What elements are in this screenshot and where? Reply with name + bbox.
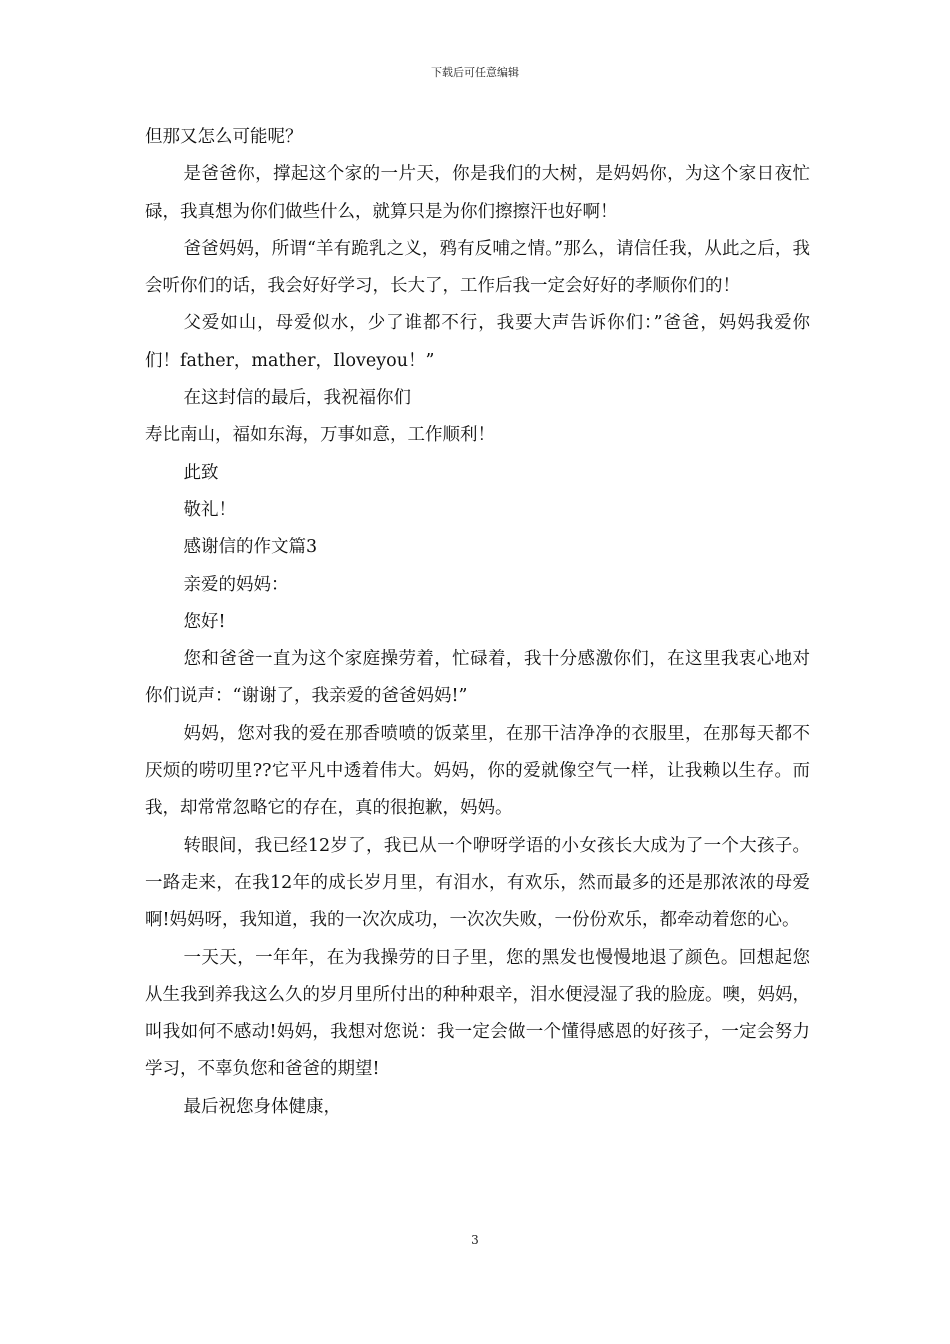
paragraph-3: 爸爸妈妈，所谓“羊有跪乳之义，鸦有反哺之情。”那么，请信任我，从此之后，我会听你们的话，我会好好学习，长大了，工作后我一定会好好的孝顺你们的！ — [145, 238, 810, 297]
document-body — [145, 119, 810, 1126]
paragraph-2: 是爸爸你，撑起这个家的一片天，你是我们的大树，是妈妈你，为这个家日夜忙碌，我真想为你们做些什么，就算只是为你们擦擦汗也好啊！ — [145, 164, 810, 222]
paragraph-4: 父爱如山，母爱似水，少了谁都不行，我要大声告诉你们：”爸爸，妈妈我爱你们！father，mather，Iloveyou！” — [145, 313, 810, 371]
paragraph-15: 一天天，一年年，在为我操劳的日子里，您的黑发也慢慢地退了颜色。回想起您从生我到养我这么久的岁月里所付出的种种艰辛，泪水便浸湿了我的脸庞。噢，妈妈，叫我如何不感动!妈妈，我想对您说：我一定会做一个懂得感恩的好孩子，一定会努力学习，不辜负您和爸爸的期望! — [145, 947, 810, 1080]
greeting: 您好! — [183, 611, 226, 632]
paragraph-13: 妈妈，您对我的爱在那香喷喷的饭菜里，在那干洁净净的衣服里，在那每天都不厌烦的唠叨里??它平凡中透着伟大。妈妈，你的爱就像空气一样，让我赖以生存。而我，却常常忽略它的存在，真的很抱歉，妈妈。 — [145, 723, 810, 819]
paragraph-5: 在这封信的最后，我祝福你们 — [183, 388, 411, 409]
paragraph-1: 但那又怎么可能呢？ — [145, 127, 303, 147]
paragraph-8: 敬礼！ — [183, 499, 236, 520]
paragraph-16: 最后祝您身体健康， — [183, 1096, 341, 1117]
paragraph-7: 此致 — [183, 462, 219, 483]
salutation: 亲爱的妈妈： — [183, 574, 289, 595]
paragraph-14: 转眼间，我已经12岁了，我已从一个咿呀学语的小女孩长大成为了一个大孩子。一路走来，在我12年的成长岁月里，有泪水，有欢乐，然而最多的还是那浓浓的母爱啊!妈妈呀，我知道，我的一次次成功，一次次失败，一份份欢乐，都牵动着您的心。 — [145, 835, 810, 931]
section-heading: 感谢信的作文篇3 — [183, 537, 318, 558]
page-number: 3 — [471, 1233, 479, 1247]
paragraph-6: 寿比南山，福如东海，万事如意，工作顺利！ — [145, 425, 495, 446]
page-header: 下载后可任意编辑 — [431, 66, 519, 79]
paragraph-12: 您和爸爸一直为这个家庭操劳着，忙碌着，我十分感激你们，在这里我衷心地对你们说声：“谢谢了，我亲爱的爸爸妈妈!” — [145, 649, 810, 707]
